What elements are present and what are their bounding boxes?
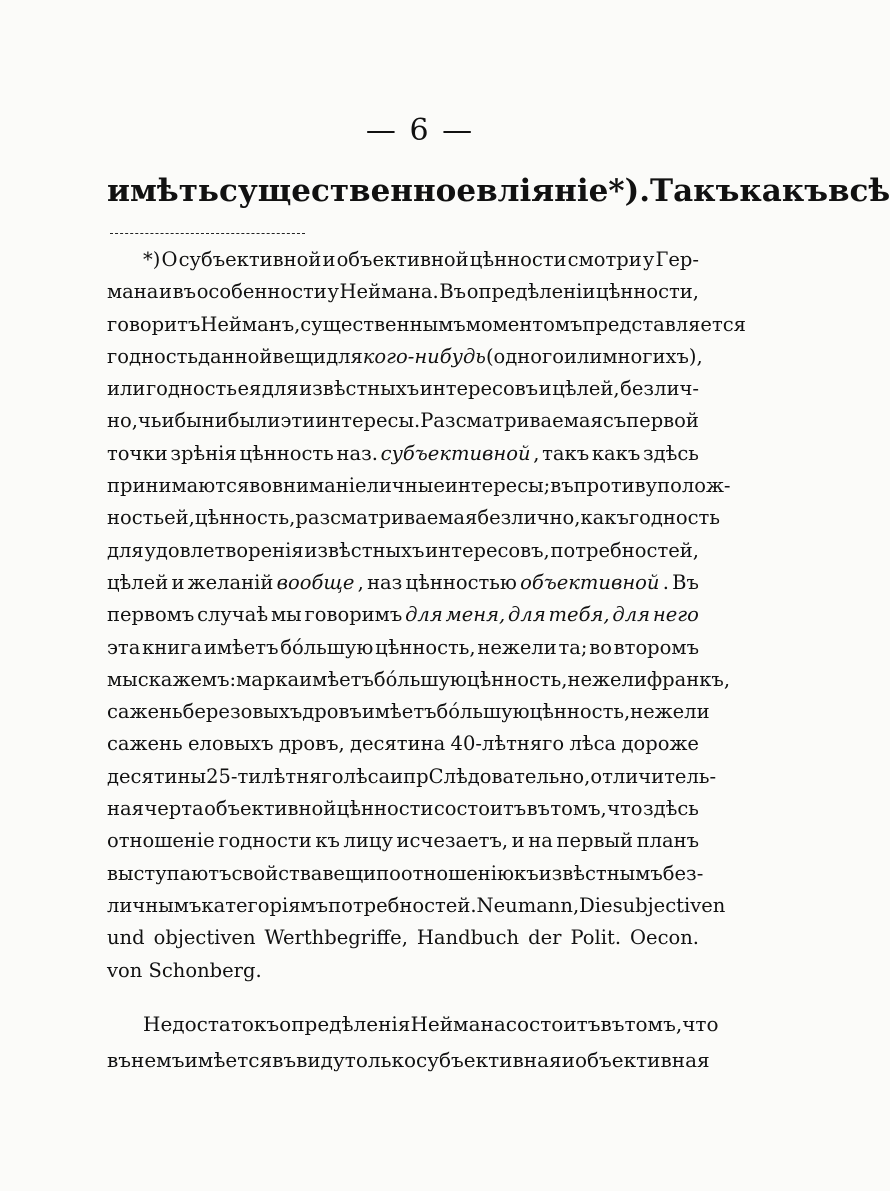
word: съ: [602, 409, 627, 433]
word: лицу: [343, 829, 393, 853]
footnote-line: [107, 732, 699, 764]
word: годности: [218, 829, 312, 853]
word: представляется: [582, 312, 746, 336]
word: къ: [514, 861, 539, 885]
word: Неймана.: [339, 280, 439, 304]
word: имѣетъ: [361, 700, 437, 724]
word: ни: [201, 409, 228, 433]
word: въ: [172, 280, 197, 304]
word: здѣсь: [642, 441, 699, 465]
footnote-line: [107, 797, 699, 829]
word: Въ: [672, 570, 699, 594]
word: отношенію: [400, 861, 514, 885]
word: имѣетъ: [203, 635, 279, 659]
word: наз.: [336, 441, 378, 465]
word: удовлетворенія: [144, 538, 304, 562]
word: .: [662, 570, 669, 594]
word: Гер-: [655, 248, 699, 271]
word: эта: [107, 635, 141, 659]
word: такъ: [542, 441, 590, 465]
word: вообще: [276, 570, 355, 594]
word: цѣнность,: [529, 700, 631, 724]
footnote-line: [107, 861, 704, 894]
word: Слѣдовательно,: [428, 764, 591, 788]
word: какъ: [591, 441, 641, 465]
word: бóльшую: [373, 667, 467, 691]
word: нежели: [630, 700, 710, 724]
word: отношеніе: [107, 829, 215, 853]
word: франкъ,: [646, 667, 731, 691]
word: и: [390, 764, 404, 788]
word: мы: [107, 667, 138, 691]
word: первый: [556, 829, 633, 853]
word: ная: [107, 797, 144, 821]
word: цѣнность: [239, 441, 334, 465]
word: Handbuch: [416, 926, 520, 950]
word: ей,: [164, 506, 195, 530]
word: во: [589, 635, 612, 659]
word: наз: [367, 570, 403, 594]
word: личнымъ: [107, 893, 202, 917]
footnote-line: [107, 571, 699, 603]
word: Неймана: [410, 1012, 506, 1036]
word: objectiven: [153, 926, 256, 950]
word: годность: [628, 506, 720, 530]
footnote-line: [107, 409, 699, 441]
word: интересовъ: [419, 377, 539, 401]
paragraph-line: [107, 1048, 710, 1084]
footnote-line: [107, 926, 699, 958]
word: желаній: [187, 570, 274, 594]
word: Oecon.: [630, 926, 699, 950]
word: Schonberg.: [148, 958, 262, 982]
word: тебя,: [548, 603, 610, 627]
footnote-line: [107, 280, 699, 312]
word: случаѣ: [197, 603, 269, 627]
word: эти: [280, 409, 316, 433]
paragraph-line: [107, 1012, 719, 1048]
word: для: [405, 603, 443, 627]
word: данной: [198, 344, 273, 368]
word: извѣстныхъ: [304, 538, 425, 562]
footnote-line: [107, 539, 699, 571]
main-text-word: имѣть: [107, 173, 219, 209]
word: планъ: [636, 829, 699, 853]
word: томъ,: [624, 1012, 683, 1036]
word: интересы;: [444, 474, 551, 498]
word: объективная: [574, 1048, 710, 1072]
word: Недостатокъ: [143, 1012, 280, 1036]
word: книга: [142, 635, 203, 659]
word: какъ: [580, 506, 629, 530]
word: что: [607, 797, 643, 821]
word: und: [107, 926, 145, 950]
main-text-word: вліяніе: [476, 173, 609, 209]
word: 40-лѣтняго: [450, 732, 565, 756]
word: или: [564, 344, 603, 368]
word: въ: [526, 797, 550, 821]
word: и: [322, 248, 336, 271]
word: ность: [107, 506, 165, 530]
word: дороже: [621, 732, 699, 756]
footnote-line: [107, 377, 699, 409]
word: первомъ: [107, 603, 195, 627]
word: subjectiven: [612, 893, 726, 917]
footnote-line: [107, 603, 699, 635]
word: для: [261, 377, 299, 401]
word: у: [642, 248, 655, 271]
word: та;: [558, 635, 588, 659]
word: для: [107, 538, 144, 562]
word: кого-нибудь: [362, 344, 486, 368]
word: исчезаетъ,: [396, 829, 509, 853]
word: въ: [550, 474, 574, 498]
word: ,: [533, 441, 540, 465]
word: второмъ: [613, 635, 699, 659]
word: моментомъ: [465, 312, 583, 336]
main-text-line: [107, 173, 890, 209]
word: цѣлей: [107, 570, 169, 594]
word: опредѣленія: [279, 1012, 411, 1036]
word: категорiямъ: [201, 893, 329, 917]
word: первой: [626, 409, 699, 433]
word: von: [107, 958, 149, 982]
word: бóльшую: [436, 700, 530, 724]
word: по: [376, 861, 401, 885]
page-number: — 6 —: [365, 113, 475, 148]
footnote-line: [107, 959, 699, 991]
word: дровъ,: [278, 732, 345, 756]
footnote-line: [107, 442, 699, 474]
word: состоитъ: [505, 1012, 601, 1036]
word: цѣнности,: [596, 280, 699, 304]
word: здѣсь: [642, 797, 699, 821]
footnote-line: [107, 344, 703, 377]
word: вещи: [322, 861, 377, 885]
word: и: [159, 280, 173, 304]
word: безлично,: [477, 506, 581, 530]
word: (одного: [485, 344, 564, 368]
word: цѣнности: [469, 248, 567, 271]
word: безлич-: [620, 377, 699, 401]
word: Разсматриваемая: [420, 409, 603, 433]
word: говоримъ: [304, 603, 403, 627]
word: цѣнность,: [466, 667, 568, 691]
word: чьи: [137, 409, 175, 433]
word: многихъ),: [602, 344, 703, 368]
word: скажемъ:: [137, 667, 237, 691]
word: но,: [107, 409, 138, 433]
word: особенности: [196, 280, 327, 304]
word: десятина: [350, 732, 446, 756]
word: принимаются: [107, 474, 250, 498]
word: имѣетъ: [299, 667, 374, 691]
word: для: [326, 344, 363, 368]
word: немъ: [130, 1048, 185, 1072]
word: въ: [600, 1012, 625, 1036]
word: состоитъ: [433, 797, 527, 821]
word: существеннымъ: [300, 312, 466, 336]
word: на: [528, 829, 553, 853]
word: въ: [272, 1048, 297, 1072]
word: интересы.: [315, 409, 421, 433]
word: зрѣнія: [170, 441, 237, 465]
word: годность: [107, 344, 199, 368]
footnote-line: [107, 506, 720, 538]
word: марка: [236, 667, 300, 691]
word: десятины: [107, 764, 207, 788]
word: Neumann,: [476, 893, 580, 917]
paragraph: [107, 1012, 719, 1084]
word: къ: [315, 829, 340, 853]
word: у: [327, 280, 339, 304]
footnote-rule: [110, 233, 305, 234]
word: der: [528, 926, 562, 950]
word: Werthbegriffe,: [264, 926, 408, 950]
word: извѣстнымъ: [538, 861, 663, 885]
word: березовыхъ: [182, 700, 303, 724]
word: цѣнностью: [405, 570, 517, 594]
word: для: [612, 603, 651, 627]
word: говоритъ: [107, 312, 201, 336]
word: *): [143, 248, 161, 271]
word: виду: [296, 1048, 345, 1072]
word: субъективная: [416, 1048, 562, 1072]
word: и: [538, 377, 552, 401]
word: противуполож-: [573, 474, 731, 498]
word: О: [161, 248, 178, 271]
word: без-: [662, 861, 704, 885]
footnote-line: [107, 667, 731, 700]
main-text-word: Такъ: [650, 173, 740, 209]
word: субъективной: [178, 248, 322, 271]
word: въ: [107, 1048, 131, 1072]
word: объективной: [204, 797, 337, 821]
word: нежели: [567, 667, 647, 691]
word: вниманіе: [271, 474, 367, 498]
word: объективной: [520, 570, 660, 594]
footnote-line: [107, 893, 726, 926]
main-text-word: всѣ: [828, 173, 890, 209]
word: него: [652, 603, 699, 627]
footnote-line: [107, 764, 717, 797]
word: во: [249, 474, 272, 498]
word: для: [508, 603, 546, 627]
footnote-line: [107, 636, 699, 668]
word: вещи: [272, 344, 327, 368]
word: 25-ти: [206, 764, 262, 788]
word: бóльшую: [280, 635, 374, 659]
word: потребностей.: [328, 893, 477, 917]
word: пр: [403, 764, 429, 788]
word: цѣнности: [336, 797, 434, 821]
word: мы: [271, 603, 302, 627]
word: еловыхъ: [187, 732, 274, 756]
footnote: [107, 248, 746, 991]
footnote-line: [107, 829, 699, 861]
word: были: [227, 409, 281, 433]
word: имѣется: [184, 1048, 273, 1072]
word: бы: [174, 409, 202, 433]
word: потребностей,: [550, 538, 699, 562]
footnote-line: [107, 312, 746, 345]
main-text-word: какъ: [739, 173, 828, 209]
word: черта: [144, 797, 204, 821]
word: ,: [357, 570, 364, 594]
word: сажень: [107, 700, 183, 724]
word: лѣса: [343, 764, 391, 788]
word: отличитель-: [590, 764, 717, 788]
word: что: [682, 1012, 719, 1036]
main-text-word: *).: [608, 173, 651, 209]
main-text-word: существенное: [218, 173, 477, 209]
word: или: [107, 377, 146, 401]
word: цѣнность,: [194, 506, 296, 530]
word: Polit.: [570, 926, 622, 950]
word: сажень: [107, 732, 183, 756]
word: личные: [366, 474, 445, 498]
word: точки: [107, 441, 168, 465]
word: цѣнность,: [375, 635, 476, 659]
word: опредѣленіи: [466, 280, 596, 304]
word: ея: [237, 377, 262, 401]
word: субъективной: [380, 441, 531, 465]
word: томъ,: [550, 797, 607, 821]
footnote-line: [107, 474, 731, 506]
word: и: [561, 1048, 575, 1072]
word: объективной: [336, 248, 469, 271]
word: цѣлей,: [552, 377, 620, 401]
word: Нейманъ,: [200, 312, 301, 336]
word: дровъ: [302, 700, 362, 724]
word: лѣтняго: [261, 764, 344, 788]
word: Die: [579, 893, 613, 917]
word: меня,: [445, 603, 506, 627]
word: выступаютъ: [107, 861, 232, 885]
word: мана: [107, 280, 159, 304]
word: только: [344, 1048, 417, 1072]
word: лѣса: [569, 732, 617, 756]
word: нежели: [477, 635, 557, 659]
word: годность: [145, 377, 237, 401]
word: смотри: [567, 248, 642, 271]
word: и: [511, 829, 525, 853]
word: разсматриваемая: [295, 506, 478, 530]
footnote-line: [107, 248, 699, 280]
word: Въ: [439, 280, 467, 304]
word: свойства: [231, 861, 323, 885]
word: интересовъ,: [425, 538, 550, 562]
word: извѣстныхъ: [299, 377, 420, 401]
word: и: [171, 570, 185, 594]
footnote-line: [107, 700, 710, 732]
